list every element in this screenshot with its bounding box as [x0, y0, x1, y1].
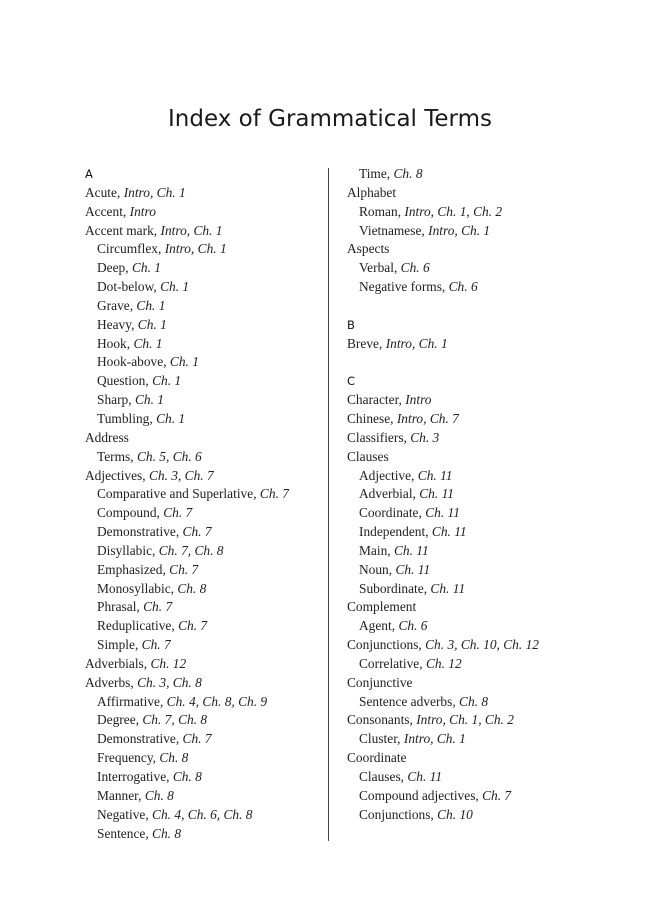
index-term: Breve [347, 335, 379, 351]
index-refs: Ch. 7, Ch. 8 [142, 712, 208, 728]
index-entry: Adjectives, Ch. 3, Ch. 7 [85, 467, 214, 483]
index-term: Disyllabic [97, 542, 153, 558]
index-term: Subordinate [359, 580, 424, 596]
index-refs: Intro, Ch. 1, Ch. 2 [404, 203, 503, 219]
index-term: Roman [359, 203, 398, 219]
index-subentry: Demonstrative, Ch. 7 [97, 524, 212, 540]
index-term: Adverbials [85, 655, 144, 671]
index-refs: Ch. 7 [182, 731, 212, 747]
index-subentry: Subordinate, Ch. 11 [359, 580, 466, 596]
index-refs: Ch. 8 [459, 693, 489, 709]
index-entry: Accent mark, Intro, Ch. 1 [85, 222, 223, 238]
index-term: Question [97, 373, 146, 389]
index-subentry: Hook, Ch. 1 [97, 335, 163, 351]
index-refs: Intro [129, 203, 156, 219]
index-refs: Ch. 1 [134, 392, 164, 408]
index-subentry: Noun, Ch. 11 [359, 561, 431, 577]
index-subentry: Grave, Ch. 1 [97, 297, 166, 313]
index-refs: Intro, Ch. 1 [385, 335, 448, 351]
section-letter: C [347, 374, 356, 389]
index-term: Deep [97, 260, 126, 276]
index-term: Adjectives [85, 467, 143, 483]
index-term: Negative [97, 806, 146, 822]
index-refs: Ch. 6 [400, 260, 430, 276]
index-refs: Intro, Ch. 1, Ch. 2 [416, 712, 514, 728]
index-subentry: Disyllabic, Ch. 7, Ch. 8 [97, 542, 224, 558]
index-refs: Intro, Ch. 1 [164, 241, 227, 257]
index-refs: Intro, Ch. 1 [428, 222, 491, 238]
index-subentry: Monosyllabic, Ch. 8 [97, 580, 207, 596]
index-subentry: Circumflex, Intro, Ch. 1 [97, 241, 227, 257]
index-term: Chinese [347, 410, 391, 426]
index-term: Vietnamese [359, 222, 422, 238]
index-refs: Ch. 11 [393, 542, 429, 558]
index-term: Demonstrative [97, 524, 176, 540]
index-term: Acute [85, 184, 117, 200]
index-subentry: Compound adjectives, Ch. 7 [359, 787, 512, 803]
index-subentry: Heavy, Ch. 1 [97, 316, 167, 332]
index-subentry: Affirmative, Ch. 4, Ch. 8, Ch. 9 [97, 693, 268, 709]
index-term: Hook [97, 335, 127, 351]
index-term: Affirmative [97, 693, 160, 709]
index-term: Alphabet [347, 184, 397, 200]
index-subentry: Independent, Ch. 11 [359, 524, 467, 540]
column-divider [328, 168, 329, 841]
index-term: Negative forms [359, 279, 442, 295]
index-subentry: Time, Ch. 8 [359, 166, 423, 181]
index-subentry: Comparative and Superlative, Ch. 7 [97, 486, 289, 502]
index-refs: Ch. 6 [448, 279, 478, 295]
index-subentry: Sharp, Ch. 1 [97, 392, 164, 408]
index-refs: Ch. 7 [143, 599, 173, 615]
index-entry: Breve, Intro, Ch. 1 [347, 335, 448, 351]
index-subentry: Coordinate, Ch. 11 [359, 505, 460, 521]
index-subentry: Vietnamese, Intro, Ch. 1 [359, 222, 491, 238]
index-refs: Ch. 3, Ch. 7 [148, 467, 214, 483]
index-refs: Ch. 11 [419, 486, 454, 502]
index-entry: Classifiers, Ch. 3 [347, 429, 440, 445]
index-term: Main [359, 542, 388, 558]
index-refs: Ch. 6 [398, 618, 428, 634]
index-entry: Conjunctions, Ch. 3, Ch. 10, Ch. 12 [347, 637, 539, 653]
index-refs: Ch. 1 [152, 373, 182, 389]
index-term: Circumflex [97, 241, 158, 257]
index-term: Agent [359, 618, 392, 634]
index-refs: Ch. 11 [430, 580, 466, 596]
index-term: Compound adjectives [359, 787, 476, 803]
index-term: Emphasized [97, 561, 163, 577]
section-letter: B [347, 317, 355, 332]
index-term: Consonants [347, 712, 410, 728]
index-entry: Adverbs, Ch. 3, Ch. 8 [85, 674, 202, 690]
index-refs: Ch. 11 [407, 769, 443, 784]
index-refs: Ch. 1 [169, 354, 199, 370]
index-entry [347, 448, 587, 467]
index-refs: Ch. 7 [482, 787, 512, 803]
index-subentry: Emphasized, Ch. 7 [97, 561, 199, 577]
index-refs: Ch. 3 [410, 429, 440, 445]
index-refs: Ch. 1 [131, 260, 161, 276]
index-refs: Ch. 3, Ch. 10, Ch. 12 [425, 637, 539, 653]
index-term: Terms [97, 448, 131, 464]
index-subentry: Deep, Ch. 1 [97, 260, 161, 276]
index-refs: Ch. 8 [159, 750, 189, 766]
index-refs: Ch. 10 [437, 806, 473, 822]
index-refs: Ch. 7 [178, 618, 208, 634]
index-refs: Ch. 1 [136, 297, 166, 313]
index-term: Independent [359, 524, 426, 540]
index-term: Noun [359, 561, 389, 577]
index-subentry: Agent, Ch. 6 [359, 618, 428, 634]
index-refs: Ch. 5, Ch. 6 [136, 448, 202, 464]
index-entry [347, 598, 587, 617]
index-refs: Ch. 7 [141, 637, 171, 653]
index-subentry: Cluster, Intro, Ch. 1 [359, 731, 466, 747]
index-subentry: Degree, Ch. 7, Ch. 8 [97, 712, 208, 728]
index-term: Sentence adverbs [359, 693, 453, 709]
index-term: Sentence [97, 825, 146, 841]
index-subentry: Correlative, Ch. 12 [359, 655, 462, 671]
index-refs: Ch. 1 [156, 410, 186, 426]
index-subentry: Negative forms, Ch. 6 [359, 279, 478, 295]
index-term: Aspects [347, 241, 390, 257]
index-entry [347, 749, 587, 768]
index-refs: Ch. 4, Ch. 8, Ch. 9 [166, 693, 268, 709]
index-entry [347, 240, 587, 259]
index-term: Phrasal [97, 599, 137, 615]
index-term: Adverbs [85, 674, 131, 690]
index-term: Manner [97, 787, 139, 803]
index-subentry: Frequency, Ch. 8 [97, 750, 189, 766]
index-refs: Ch. 11 [395, 561, 431, 577]
index-subentry: Dot-below, Ch. 1 [97, 279, 190, 295]
index-term: Clauses [347, 448, 389, 464]
index-refs: Ch. 12 [150, 655, 187, 671]
index-refs: Ch. 8 [152, 825, 182, 841]
index-subentry: Interrogative, Ch. 8 [97, 769, 202, 784]
section-gap [347, 297, 587, 316]
index-term: Accent [85, 203, 123, 219]
index-term: Monosyllabic [97, 580, 171, 596]
index-subentry: Manner, Ch. 8 [97, 787, 174, 803]
index-term: Simple [97, 637, 135, 653]
index-subentry: Negative, Ch. 4, Ch. 6, Ch. 8 [97, 806, 253, 822]
index-refs: Ch. 11 [425, 505, 460, 521]
index-subentry: Demonstrative, Ch. 7 [97, 731, 212, 747]
index-term: Classifiers [347, 429, 404, 445]
index-entry [85, 429, 325, 448]
index-subentry: Roman, Intro, Ch. 1, Ch. 2 [359, 203, 503, 219]
index-term: Coordinate [347, 750, 407, 766]
index-term: Frequency [97, 750, 153, 766]
section-gap [347, 353, 587, 372]
index-refs: Ch. 7 [169, 561, 199, 577]
index-entry: Adverbials, Ch. 12 [85, 655, 187, 671]
index-refs: Ch. 8 [393, 166, 423, 181]
index-term: Conjunctions [347, 637, 419, 653]
index-term: Adjective [359, 467, 412, 483]
index-term: Complement [347, 599, 417, 615]
index-term: Conjunctive [347, 674, 413, 690]
index-term: Time [359, 166, 387, 181]
index-subentry: Simple, Ch. 7 [97, 637, 171, 653]
index-term: Character [347, 392, 399, 408]
index-term: Hook-above [97, 354, 164, 370]
index-term: Grave [97, 297, 130, 313]
index-refs: Ch. 8 [177, 580, 207, 596]
index-refs: Ch. 4, Ch. 6, Ch. 8 [152, 806, 253, 822]
page-title: Index of Grammatical Terms [168, 106, 492, 132]
index-refs: Intro, Ch. 7 [396, 410, 459, 426]
index-term: Sharp [97, 392, 129, 408]
index-refs: Ch. 7 [182, 524, 212, 540]
index-subentry: Conjunctions, Ch. 10 [359, 806, 473, 822]
index-term: Coordinate [359, 505, 419, 521]
index-refs: Ch. 7 [163, 505, 193, 521]
index-refs: Ch. 1 [137, 316, 167, 332]
index-refs: Ch. 7 [259, 486, 289, 502]
index-refs: Ch. 11 [431, 524, 467, 540]
index-subentry: Tumbling, Ch. 1 [97, 410, 186, 426]
index-entry [347, 184, 587, 203]
index-term: Comparative and Superlative [97, 486, 254, 502]
index-subentry: Compound, Ch. 7 [97, 505, 193, 521]
index-entry: Character, Intro [347, 392, 432, 408]
index-refs: Ch. 1 [160, 279, 190, 295]
index-subentry: Clauses, Ch. 11 [359, 769, 443, 784]
index-refs: Ch. 12 [425, 655, 462, 671]
index-term: Compound [97, 505, 157, 521]
index-term: Demonstrative [97, 731, 176, 747]
index-refs: Ch. 8 [172, 769, 202, 784]
index-term: Accent mark [85, 222, 154, 238]
index-term: Cluster [359, 731, 398, 747]
index-subentry: Hook-above, Ch. 1 [97, 354, 199, 370]
index-term: Adverbial [359, 486, 413, 502]
index-subentry: Main, Ch. 11 [359, 542, 429, 558]
index-entry: Chinese, Intro, Ch. 7 [347, 410, 459, 426]
index-subentry: Terms, Ch. 5, Ch. 6 [97, 448, 202, 464]
index-subentry: Question, Ch. 1 [97, 373, 182, 389]
index-term: Tumbling [97, 410, 150, 426]
index-term: Degree [97, 712, 136, 728]
index-subentry: Adjective, Ch. 11 [359, 467, 453, 483]
index-column-right [347, 165, 587, 825]
index-subentry: Sentence adverbs, Ch. 8 [359, 693, 489, 709]
index-refs: Ch. 3, Ch. 8 [137, 674, 202, 690]
index-refs: Intro, Ch. 1 [160, 222, 223, 238]
index-subentry: Phrasal, Ch. 7 [97, 599, 173, 615]
index-column-left [85, 165, 325, 843]
index-refs: Intro [405, 392, 432, 408]
index-term: Interrogative [97, 769, 167, 784]
index-term: Dot-below [97, 279, 154, 295]
index-term: Address [85, 429, 129, 445]
index-term: Conjunctions [359, 806, 431, 822]
index-term: Heavy [97, 316, 132, 332]
section-letter: A [85, 167, 93, 181]
index-term: Correlative [359, 655, 420, 671]
index-entry: Acute, Intro, Ch. 1 [85, 184, 186, 200]
index-refs: Intro, Ch. 1 [123, 184, 186, 200]
index-refs: Ch. 1 [133, 335, 163, 351]
index-subentry: Reduplicative, Ch. 7 [97, 618, 208, 634]
index-subentry: Adverbial, Ch. 11 [359, 486, 454, 502]
index-entry: Accent, Intro [85, 203, 156, 219]
index-refs: Ch. 7, Ch. 8 [158, 542, 224, 558]
index-subentry: Verbal, Ch. 6 [359, 260, 430, 276]
index-term: Reduplicative [97, 618, 172, 634]
index-term: Verbal [359, 260, 394, 276]
index-refs: Intro, Ch. 1 [403, 731, 466, 747]
index-refs: Ch. 8 [144, 787, 174, 803]
index-entry [347, 674, 587, 693]
index-entry: Consonants, Intro, Ch. 1, Ch. 2 [347, 712, 514, 728]
index-term: Clauses [359, 769, 401, 784]
index-subentry: Sentence, Ch. 8 [97, 825, 182, 841]
index-refs: Ch. 11 [417, 467, 453, 483]
